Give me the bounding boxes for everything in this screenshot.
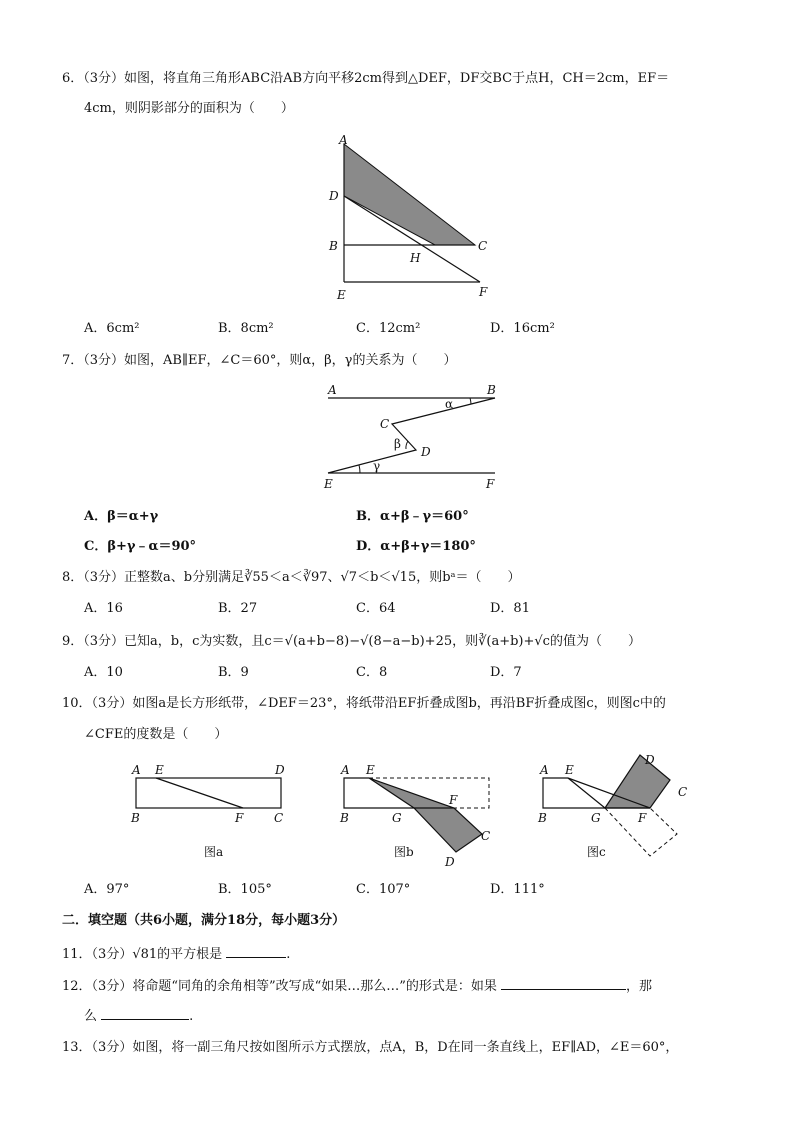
q6-label-H: H	[410, 251, 421, 265]
q10b-label-D: D	[445, 855, 455, 869]
q6-option-b[interactable]: B．8cm²	[218, 321, 274, 336]
q10b-shaded-region	[369, 778, 482, 852]
q6-label-E: E	[337, 288, 346, 302]
q7-label-D: D	[421, 445, 431, 459]
q10b-label-G: G	[392, 811, 402, 825]
q10-figure-a	[128, 762, 298, 862]
q11-text: 11．（3分）√81的平方根是	[62, 947, 227, 962]
q10-option-a[interactable]: A．97°	[84, 882, 130, 897]
q10a-caption: 图a	[204, 845, 224, 859]
q12-answer-blank-if[interactable]	[501, 976, 626, 990]
q11-line	[62, 944, 290, 964]
q10b-label-F: F	[449, 793, 458, 807]
q7-line1: 7．（3分）如图，AB∥EF，∠C＝60°，则α，β，γ的关系为（ ）	[62, 353, 457, 368]
q8-line1: 8．（3分）正整数a、b分别满足∛55＜a＜∛97、√7＜b＜√15，则bᵃ＝（ ）	[62, 570, 521, 585]
q8-option-b[interactable]: B．27	[218, 601, 258, 616]
q7-option-d[interactable]: D．α+β+γ＝180°	[356, 539, 476, 554]
q7-label-A: A	[328, 383, 337, 397]
q6-option-c[interactable]: C．12cm²	[356, 321, 421, 336]
q13-line1: 13．（3分）如图，将一副三角尺按如图所示方式摆放，点A，B，D在同一条直线上，EF∥AD，∠E＝60°，	[62, 1040, 679, 1055]
q6-label-C: C	[478, 239, 488, 253]
q6-option-a[interactable]: A．6cm²	[84, 321, 140, 336]
section-heading: 二．填空题（共6小题，满分18分，每小题3分）	[62, 913, 346, 928]
q10a-label-E: E	[155, 763, 164, 777]
q6-option-d[interactable]: D．16cm²	[490, 321, 555, 336]
q10b-caption: 图b	[394, 845, 414, 859]
q10-option-b[interactable]: B．105°	[218, 882, 272, 897]
q7-label-alpha: α	[445, 397, 454, 411]
q10-option-c[interactable]: C．107°	[356, 882, 411, 897]
q10b-label-A: A	[341, 763, 350, 777]
q6-label-F: F	[479, 285, 488, 299]
q12-line2	[84, 1006, 193, 1026]
q7-figure	[320, 378, 505, 493]
q10c-label-D: D	[645, 753, 655, 767]
q9-option-b[interactable]: B．9	[218, 665, 249, 680]
q11-end: .	[286, 947, 291, 962]
q12-text2-end: .	[189, 1009, 194, 1024]
q10-figure-c	[535, 750, 705, 865]
q7-label-B: B	[487, 383, 496, 397]
q10b-label-C: C	[481, 829, 491, 843]
q10-line1: 10．（3分）如图a是长方形纸带，∠DEF＝23°，将纸带沿EF折叠成图b，再沿BF折叠成图c，则图c中的	[62, 696, 666, 711]
q10a-label-C: C	[274, 811, 284, 825]
q10b-label-B: B	[340, 811, 349, 825]
q9-option-c[interactable]: C．8	[356, 665, 388, 680]
q7-label-E: E	[324, 477, 333, 491]
q7-label-beta: β	[394, 437, 401, 451]
q10-figure-b	[336, 762, 506, 872]
q6-label-D: D	[329, 189, 339, 203]
q10c-shaded-region	[605, 755, 670, 808]
q9-option-d[interactable]: D．7	[490, 665, 522, 680]
q11-answer-blank[interactable]	[226, 944, 286, 958]
q9-line1: 9．（3分）已知a，b，c为实数，且c＝√(a+b−8)−√(8−a−b)+25，则∛(a+b)+√c的值为（ ）	[62, 634, 641, 649]
q10a-label-F: F	[235, 811, 244, 825]
q7-option-a[interactable]: A．β＝α+γ	[84, 509, 159, 524]
q10a-label-B: B	[131, 811, 140, 825]
q10c-label-E: E	[565, 763, 574, 777]
q7-label-gamma: γ	[373, 459, 381, 473]
q9-option-a[interactable]: A．10	[84, 665, 123, 680]
q6-line1: 6．（3分）如图，将直角三角形ABC沿AB方向平移2cm得到△DEF，DF交BC于点H，CH＝2cm，EF＝	[62, 71, 670, 86]
q12-text: 12．（3分）将命题“同角的余角相等”改写成“如果…那么…”的形式是：如果	[62, 979, 502, 994]
q10c-label-G: G	[591, 811, 601, 825]
q8-option-d[interactable]: D．81	[490, 601, 530, 616]
q10c-label-F: F	[638, 811, 647, 825]
q6-label-B: B	[329, 239, 338, 253]
q8-option-c[interactable]: C．64	[356, 601, 396, 616]
q7-option-c[interactable]: C．β+γ﹣α＝90°	[84, 539, 197, 554]
q10c-label-C: C	[678, 785, 688, 799]
q10b-label-E: E	[366, 763, 375, 777]
q10-option-d[interactable]: D．111°	[490, 882, 545, 897]
q10c-label-A: A	[540, 763, 549, 777]
q6-line2: 4cm，则阴影部分的面积为（ ）	[84, 101, 294, 116]
q7-option-b[interactable]: B．α+β﹣γ＝60°	[356, 509, 469, 524]
q10c-caption: 图c	[587, 845, 606, 859]
q10a-label-D: D	[275, 763, 285, 777]
q8-option-a[interactable]: A．16	[84, 601, 123, 616]
q6-shaded-region	[344, 144, 475, 245]
q12-answer-blank-then[interactable]	[101, 1006, 189, 1020]
q12-line1	[62, 976, 652, 996]
q12-text2: 么	[84, 1009, 102, 1024]
q6-figure	[325, 132, 500, 307]
q12-text-end: ，那	[626, 979, 653, 994]
q10c-label-B: B	[538, 811, 547, 825]
q6-label-A: A	[339, 133, 348, 147]
q10-line2: ∠CFE的度数是（ ）	[84, 727, 228, 742]
q10a-label-A: A	[132, 763, 141, 777]
q7-label-C: C	[380, 417, 390, 431]
q7-label-F: F	[486, 477, 495, 491]
